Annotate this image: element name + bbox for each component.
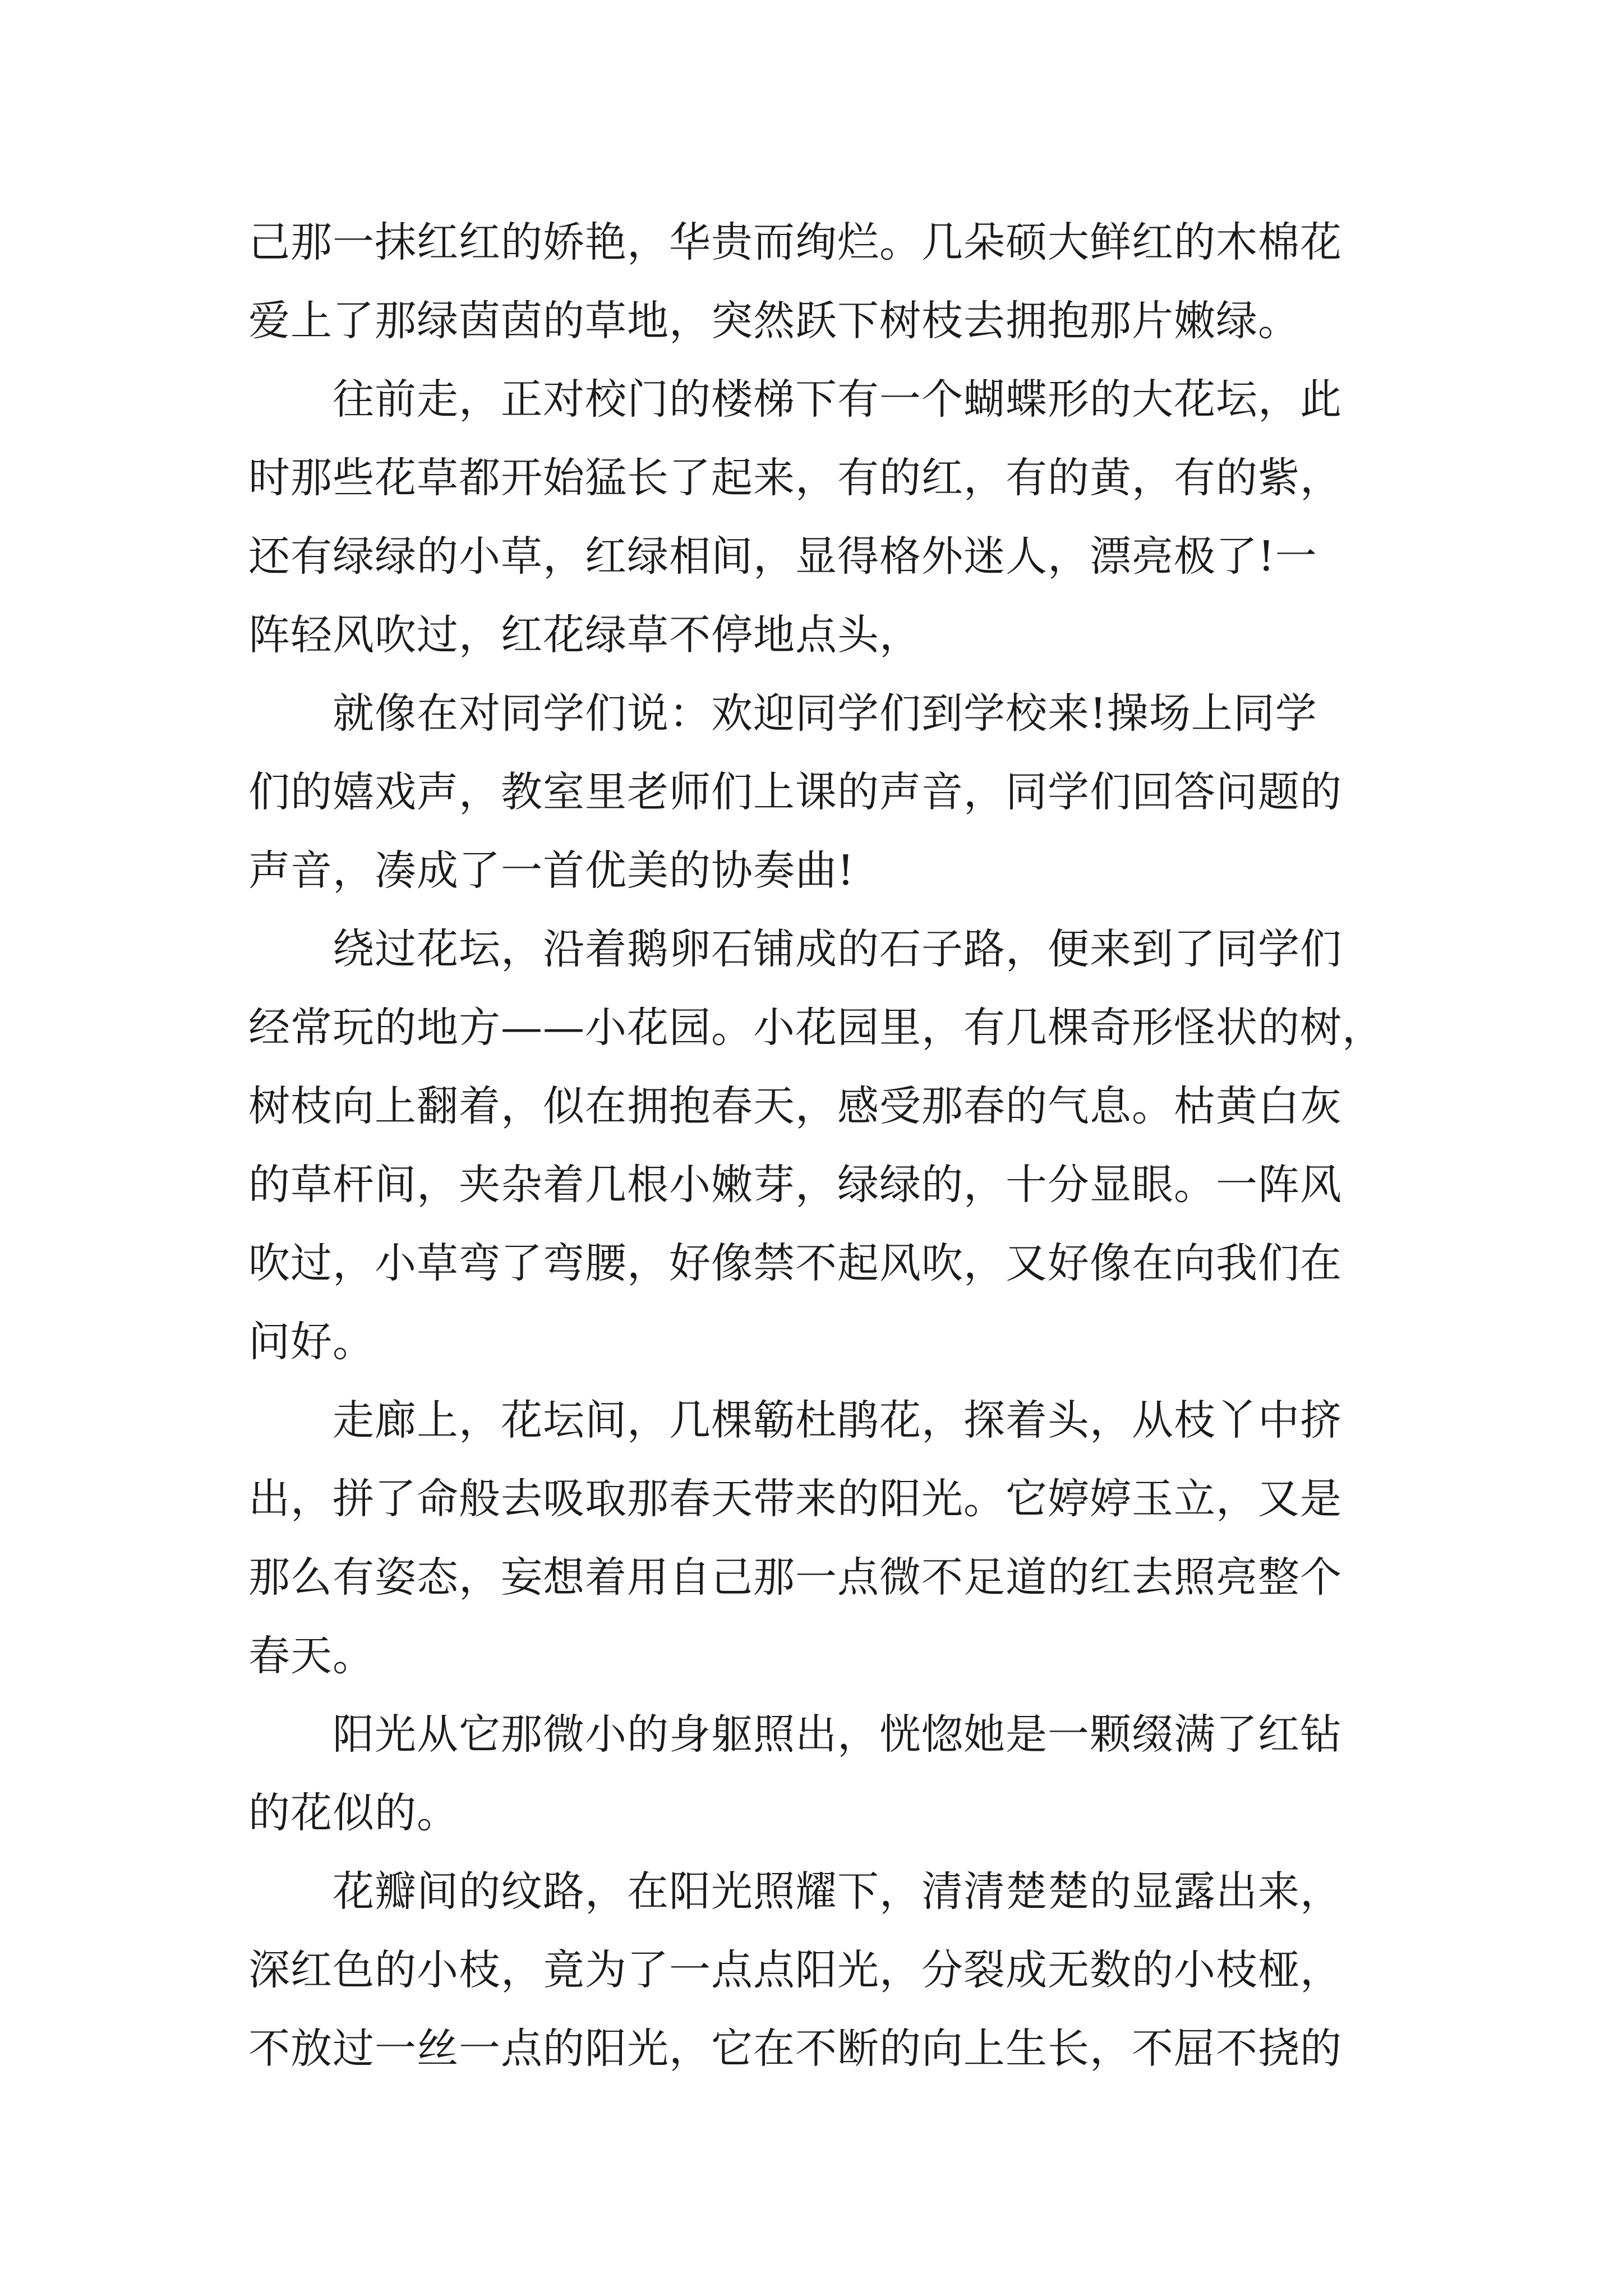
text-line: 们的嬉戏声，教室里老师们上课的声音，同学们回答问题的 [248, 768, 1342, 816]
text-line: 爱上了那绿茵茵的草地，突然跃下树枝去拥抱那片嫩绿。 [248, 297, 1300, 345]
text-line: 经常玩的地方——小花园。小花园里，有几棵奇形怪状的树， [248, 1004, 1384, 1052]
text-line: 的草杆间，夹杂着几根小嫩芽，绿绿的，十分显眼。一阵风 [248, 1161, 1342, 1209]
text-line: 那么有姿态，妄想着用自己那一点微不足道的红去照亮整个 [248, 1553, 1342, 1602]
text-line: 阳光从它那微小的身躯照出，恍惚她是一颗缀满了红钻 [248, 1710, 1342, 1759]
text-line: 声音，凑成了一首优美的协奏曲! [248, 846, 855, 895]
text-line: 阵轻风吹过，红花绿草不停地点头， [248, 611, 921, 659]
text-line: 往前走，正对校门的楼梯下有一个蝴蝶形的大花坛，此 [248, 375, 1342, 424]
text-line: 吹过，小草弯了弯腰，好像禁不起风吹，又好像在向我们在 [248, 1239, 1342, 1287]
body-text [248, 203, 1384, 2088]
text-line: 就像在对同学们说：欢迎同学们到学校来!操场上同学 [248, 689, 1317, 738]
text-line: 春天。 [248, 1632, 375, 1680]
text-line: 走廊上，花坛间，几棵簕杜鹃花，探着头，从枝丫中挤 [248, 1396, 1342, 1444]
text-line: 树枝向上翻着，似在拥抱春天，感受那春的气息。枯黄白灰 [248, 1082, 1342, 1130]
text-line: 己那一抹红红的娇艳，华贵而绚烂。几朵硕大鲜红的木棉花 [248, 218, 1342, 266]
text-line: 深红色的小枝，竟为了一点点阳光，分裂成无数的小枝桠， [248, 1946, 1342, 1994]
text-line: 绕过花坛，沿着鹅卵石铺成的石子路，便来到了同学们 [248, 925, 1342, 973]
text-line: 不放过一丝一点的阳光，它在不断的向上生长，不屈不挠的 [248, 2024, 1342, 2073]
text-line: 时那些花草都开始猛长了起来，有的红，有的黄，有的紫， [248, 454, 1342, 502]
text-line: 出，拼了命般去吸取那春天带来的阳光。它婷婷玉立，又是 [248, 1475, 1342, 1523]
text-line: 花瓣间的纹路，在阳光照耀下，清清楚楚的显露出来， [248, 1867, 1342, 1916]
text-line: 还有绿绿的小草，红绿相间，显得格外迷人，漂亮极了!一 [248, 532, 1317, 581]
text-line: 问好。 [248, 1318, 375, 1366]
text-line: 的花似的。 [248, 1789, 459, 1837]
